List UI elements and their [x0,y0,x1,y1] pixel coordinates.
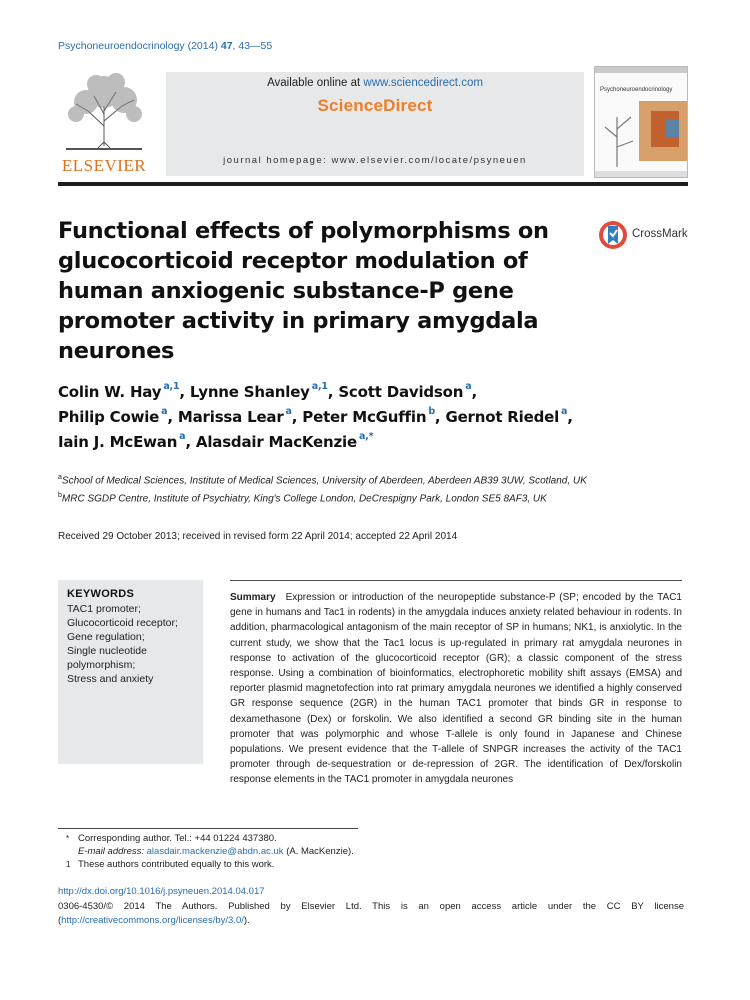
license-notice: 0306-4530/© 2014 The Authors. Published by Elsevier Ltd. This is an open access article under the CC BY license (http://creativecommons.org/licenses/by/3.0/). [58,901,684,926]
citation-journal: Psychoneuroendocrinology (2014) [58,40,218,52]
keywords-box [58,580,203,764]
footnote-equal: 1 These authors contributed equally to this work. [66,859,275,870]
author[interactable]: Scott Davidson $^a$ [338,381,472,401]
journal-citation[interactable] [58,40,272,52]
abstract [230,590,682,788]
doi-link[interactable]: http://dx.doi.org/10.1016/j.psyneuen.2014.04.017 [58,886,265,897]
affiliation: $^a$School of Medical Sciences, Institute of Medical Sciences, University of Aberdeen, Aberdeen AB39 3UW, Scotland, UK [58,474,587,487]
keyword: TAC1 promoter; [67,603,141,615]
journal-homepage[interactable]: journal homepage: www.elsevier.com/locate/psyneuen [223,155,527,166]
article-title: Functional effects of polymorphisms on glucocorticoid receptor modulation of human anxiogenic substance-P gene promoter activity in primary amygdala neurones [58,218,549,364]
crossmark-label: CrossMark [632,228,688,240]
abstract-lead: Summary [230,592,276,603]
author[interactable]: Colin W. Hay $^{a,1}$ [58,381,180,401]
keyword: Gene regulation; [67,631,145,643]
license-link[interactable]: http://creativecommons.org/licenses/by/3.0/ [61,914,244,926]
masthead-divider [58,182,688,186]
sciencedirect-logo[interactable]: ScienceDirect [317,96,433,115]
author[interactable]: Marissa Lear $^a$ [177,406,292,426]
keyword: Single nucleotide polymorphism; [67,645,147,671]
footnotes [66,832,354,871]
affiliation: $^b$MRC SGDP Centre, Institute of Psychiatry, King's College London, DeCrespigny Park, London SE5 8AF3, UK [58,492,547,505]
article-history: Received 29 October 2013; received in revised form 22 April 2014; accepted 22 April 2014 [58,531,458,542]
footnote-corresponding: * Corresponding author. Tel.: +44 01224 437380. [66,833,277,844]
crossmark-badge[interactable] [598,220,698,250]
cover-art-icon [595,67,688,178]
abstract-divider [230,580,682,581]
keywords-heading: KEYWORDS [67,588,135,600]
author[interactable]: Philip Cowie $^a$ [58,406,168,426]
crossmark-icon [598,220,628,250]
author-list: Colin W. Hay $^{a,1}$, Lynne Shanley $^{a,1}$, Scott Davidson $^a$, Philip Cowie $^a$, Marissa Lear $^a$, Peter McGuffin $^b$, Gernot Riedel $^a$, Iain J. McEwan $^a$, Alasdair MacKenzie $^{a,*}$ [58,381,573,451]
author[interactable]: Alasdair MacKenzie $^{a,*}$ [195,431,374,451]
author[interactable]: Iain J. McEwan $^a$ [58,431,186,451]
citation-volume: 47 [220,40,233,52]
affiliations [58,470,658,507]
author[interactable]: Gernot Riedel $^a$ [445,406,568,426]
keyword: Glucocorticoid receptor; [67,617,178,629]
elsevier-wordmark: ELSEVIER [61,156,147,175]
keyword: Stress and anxiety [67,673,154,685]
journal-masthead [58,66,688,178]
abstract-text: Expression or introduction of the neuropeptide substance-P (SP; encoded by the TAC1 gene in humans and Tac1 in rodents) in the amygdala induces anxiety related behaviour in rodents. In addition, pharmacological antagonism of the main receptor of SP in humans; NK1, is anxiolytic. In the current study, we show that the Tac1 locus is up-regulated in primary rat amygdala neurones in response to activation of the glucocorticoid receptor (GR); a classic component of the stress response. Using a combination of bioinformatics, electrophoretic mobility shift assays (EMSA) and reporter plasmid magnetofection into rat primary amygdala neurones we identified a highly conserved GR response sequence (2GR) in the human TAC1 promoter that binds GR in response to dexamethasone (Dex) or forskolin. We also identified a second GR binding site in the human promoter that was polymorphic and whose T-allele is only found in Japanese and Chinese populations. We present evidence that the T-allele of SNPGR increases the activity of the TAC1 promoter through de-sequestration or de-repression of 2GR. The identification of Dex/forskolin response elements in the TAC1 promoter in amygdala neurones [230,592,682,786]
available-online: Available online at www.sciencedirect.com [267,77,483,89]
author[interactable]: Peter McGuffin $^b$ [302,406,435,426]
citation-pages: , 43—55 [232,40,273,52]
cover-title: Psychoneuroendocrinology [600,87,673,93]
author[interactable]: Lynne Shanley $^{a,1}$ [189,381,328,401]
footnote-divider [58,828,358,829]
sciencedirect-banner [166,72,584,176]
journal-cover-thumbnail[interactable] [594,66,688,178]
sciencedirect-link[interactable]: www.sciencedirect.com [363,77,483,89]
email-link[interactable]: alasdair.mackenzie@abdn.ac.uk [146,846,284,857]
footnote-email: E-mail address: alasdair.mackenzie@abdn.ac.uk (A. MacKenzie). [78,846,354,857]
